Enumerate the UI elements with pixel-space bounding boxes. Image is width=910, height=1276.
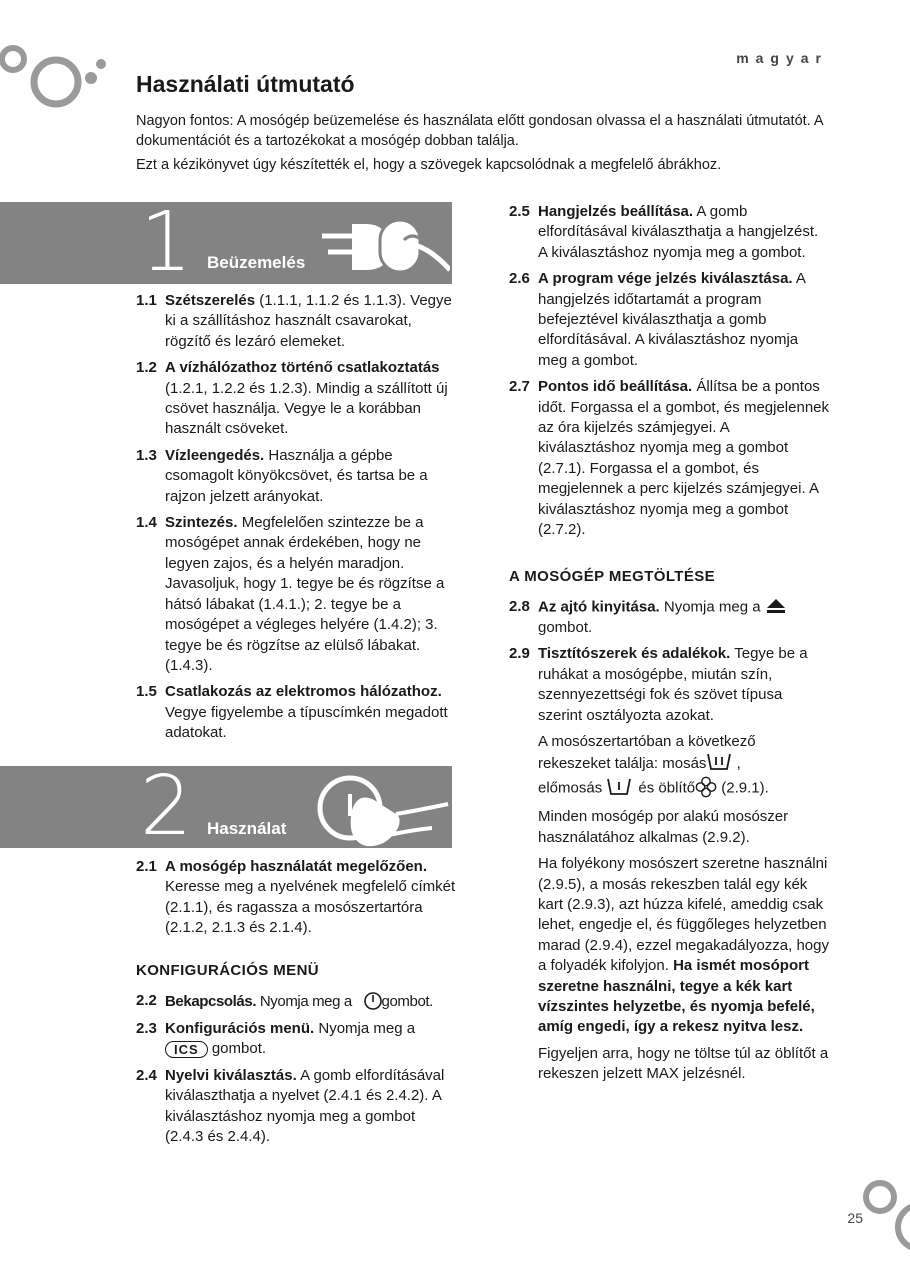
item-heading: A program vége jelzés kiválasztása. bbox=[538, 270, 793, 288]
finger-press-icon bbox=[312, 770, 452, 848]
brand-logo-circles-footer bbox=[858, 1175, 910, 1255]
item-heading: Bekapcsolás. bbox=[165, 993, 257, 1010]
section-band-usage bbox=[0, 766, 452, 848]
wash-compartment-icon bbox=[706, 752, 732, 772]
item-text: Megfelelően szintezze be a mosógépet annak érdekében, hogy ne legyen zajos, és a helyén maradjon. Javasoljuk, hogy 1. tegye be és rögzítse a hátsó lábakat (1.4.1.); 2. tegye be a mosógépet a végleges helyére (1.4.2); 3. tegye be és rögzítse az elülső lábakat. (1.4.3). bbox=[165, 514, 445, 674]
item-text: gombot. bbox=[207, 1040, 267, 1058]
item-heading: Szintezés. bbox=[165, 514, 238, 532]
section-number: 2 bbox=[140, 766, 193, 848]
item-text: Nyomja meg a bbox=[659, 598, 765, 616]
config-menu-heading: KONFIGURÁCIÓS MENÜ bbox=[136, 961, 320, 979]
right-column bbox=[509, 202, 829, 1091]
page-number: 25 bbox=[847, 1210, 863, 1226]
item-heading: Nyelvi kiválasztás. bbox=[165, 1066, 297, 1084]
brand-logo-circles bbox=[0, 38, 110, 113]
item-heading: Tisztítószerek és adalékok. bbox=[538, 645, 731, 663]
list-item bbox=[136, 446, 456, 507]
item-number: 2.9 bbox=[509, 645, 530, 663]
item-number: 2.3 bbox=[136, 1020, 157, 1038]
item-number: 2.4 bbox=[136, 1066, 157, 1084]
item-number: 1.4 bbox=[136, 514, 157, 532]
item-text: Tegye be a ruhákat a mosógépbe, miután szín, szennyezettségi fok és szövet típusa szerint osztályozta azokat. bbox=[538, 645, 808, 724]
item-heading: Szétszerelés bbox=[165, 292, 256, 309]
list-item bbox=[136, 991, 456, 1013]
item-number: 1.5 bbox=[136, 683, 157, 701]
intro-paragraph: Ezt a kézikönyvet úgy készítették el, hogy a szövegek kapcsolódnak a megfelelő ábrákhoz. bbox=[136, 157, 722, 173]
intro-paragraph: Nagyon fontos: A mosógép beüzemelése és használata előtt gondosan olvassa el a használati útmutatót. A dokumentációt és a tartozékokat a mosógép dobban találja. bbox=[136, 113, 823, 149]
item-heading: Pontos idő beállítása. bbox=[538, 378, 693, 396]
list-item bbox=[509, 377, 829, 540]
paragraph-text: A mosószertartóban a következő rekeszeket találja: mosás bbox=[538, 732, 756, 773]
list-item bbox=[136, 291, 456, 352]
item-heading: Konfigurációs menü. bbox=[165, 1020, 315, 1038]
eject-icon bbox=[765, 597, 787, 615]
plug-icon bbox=[322, 210, 450, 276]
detergent-paragraph bbox=[538, 732, 829, 801]
prewash-compartment-icon bbox=[606, 777, 632, 797]
item-number: 1.2 bbox=[136, 359, 157, 377]
softener-paragraph: Figyeljen arra, hogy ne töltse túl az öblítőt a rekeszen jelzett MAX jelzésnél. bbox=[538, 1044, 829, 1083]
paragraph-text: (2.9.1). bbox=[717, 779, 769, 797]
item-heading: Az ajtó kinyitása. bbox=[538, 598, 660, 616]
item-text: Keresse meg a nyelvének megfelelő címkét (2.1.1), és ragassza a mosószertartóra (2.1.2, 2.1.3 és 2.1.4). bbox=[165, 878, 456, 937]
page-title: Használati útmutató bbox=[136, 71, 355, 97]
item-number: 2.5 bbox=[509, 203, 530, 220]
language-label: magyar bbox=[736, 50, 828, 66]
section-number: 1 bbox=[140, 202, 193, 284]
list-item bbox=[509, 597, 829, 638]
item-text: gombot. bbox=[538, 618, 593, 636]
item-text: (1.2.1, 1.2.2 és 1.2.3). Mindig a szállított új csövet használja. Vegye le a korábban használt csöveket. bbox=[165, 379, 448, 438]
section1-list bbox=[136, 291, 456, 750]
list-item bbox=[136, 1019, 456, 1060]
paragraph-bold-text: Ha ismét mosóport szeretne használni, tegye a kék kart vízszintes helyzetbe, és nyomja befelé, amíg engedi, így a rekesz nyitva lesz. bbox=[538, 957, 815, 1036]
intro-text bbox=[136, 112, 826, 181]
softener-flower-icon bbox=[695, 776, 717, 798]
list-item bbox=[136, 857, 456, 939]
item-text: Állítsa be a pontos időt. Forgassa el a gombot, és megjelennek az óra kijelzés számjegyei. A kiválasztáshoz nyomja meg a gombot (2.7.1). Forgassa el a gombot, és megjelennek a perc kijelzés számjegyei. A kiválasztáshoz nyomja meg a gombot (2.7.2). bbox=[538, 378, 829, 539]
item-number: 2.7 bbox=[509, 378, 530, 396]
section2-list bbox=[136, 857, 456, 1153]
section-band-installation bbox=[0, 202, 452, 284]
list-item bbox=[509, 269, 829, 371]
list-item bbox=[136, 682, 456, 743]
powder-paragraph: Minden mosógép por alakú mosószer használatához alkalmas (2.9.2). bbox=[538, 808, 789, 846]
section-title: Beüzemelés bbox=[207, 253, 306, 272]
section-title: Használat bbox=[207, 819, 287, 838]
item-number: 2.6 bbox=[509, 270, 530, 288]
list-item bbox=[136, 513, 456, 676]
item-text: gombot. bbox=[381, 993, 433, 1010]
paragraph-text: és öblítő bbox=[634, 779, 696, 797]
item-number: 1.1 bbox=[136, 292, 157, 309]
item-text: Vegye figyelembe a típuscímkén megadott adatokat. bbox=[165, 703, 448, 742]
list-item bbox=[136, 358, 456, 440]
item-text: Nyomja meg a bbox=[314, 1020, 416, 1038]
item-number: 2.8 bbox=[509, 597, 530, 615]
item-text: A gomb elfordításával kiválaszthatja a hangjelzést. A kiválasztáshoz nyomja meg a gombot. bbox=[538, 203, 819, 261]
paragraph-text: , bbox=[732, 755, 741, 773]
paragraph-text: előmosás bbox=[538, 779, 603, 797]
list-item bbox=[509, 644, 829, 1084]
item-heading: A mosógép használatát megelőzően. bbox=[165, 858, 427, 875]
loading-heading: A MOSÓGÉP MEGTÖLTÉSE bbox=[509, 567, 716, 585]
ics-button-icon: ICS bbox=[165, 1041, 208, 1058]
list-item bbox=[509, 202, 829, 263]
item-number: 1.3 bbox=[136, 446, 157, 464]
liquid-paragraph bbox=[538, 854, 829, 1038]
item-heading: Hangjelzés beállítása. bbox=[538, 203, 694, 220]
item-text: Nyomja meg a bbox=[256, 993, 356, 1010]
item-heading: Csatlakozás az elektromos hálózathoz. bbox=[165, 683, 442, 701]
item-text: A hangjelzés időtartamát a program befejeztével kiválaszthatja a gomb elfordításával. A kiválasztáshoz nyomja meg a gombot. bbox=[538, 270, 806, 369]
paragraph-text: Ha folyékony mosószert szeretne használni (2.9.5), a mosás rekeszben talál egy kék kart (2.9.3), azt húzza kifelé, ameddig csak lehet, engedje el, és függőleges helyzetben marad (2.9.4), ezzel megakadályozza, hogy a folyadék kifolyjon. bbox=[538, 855, 829, 975]
item-number: 2.1 bbox=[136, 858, 157, 875]
list-item bbox=[136, 1066, 456, 1148]
power-icon bbox=[362, 991, 384, 1011]
item-heading: Vízleengedés. bbox=[165, 446, 265, 464]
item-text: Használja a gépbe csomagolt könyökcsövet, és tartsa be a rajzon jelzett arányokat. bbox=[165, 446, 428, 505]
item-heading: A vízhálózathoz történő csatlakoztatás bbox=[165, 359, 440, 377]
item-text: A gomb elfordításával kiválaszthatja a nyelvet (2.4.1 és 2.4.2). A kiválasztáshoz nyomja meg a gombot (2.4.3 és 2.4.4). bbox=[165, 1066, 445, 1146]
item-number: 2.2 bbox=[136, 992, 157, 1010]
item-text: (1.1.1, 1.1.2 és 1.1.3). Vegye ki a szállításhoz használt csavarokat, rögzítő és lezáró elemeket. bbox=[165, 292, 452, 350]
